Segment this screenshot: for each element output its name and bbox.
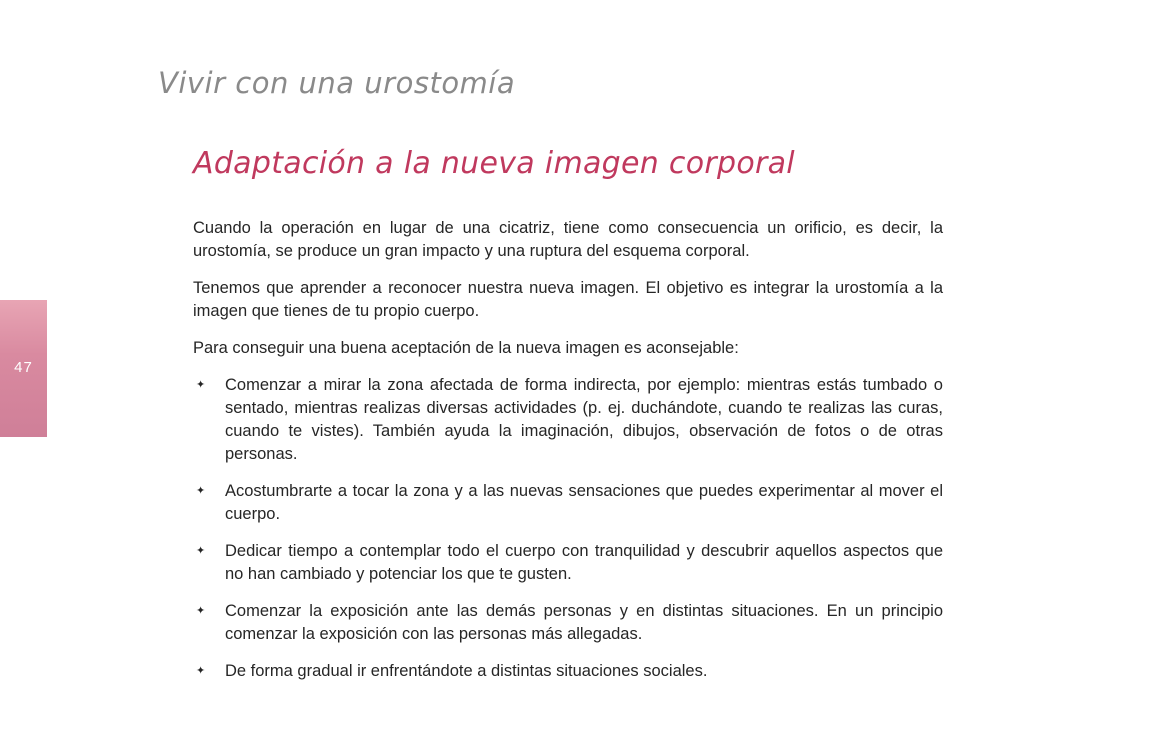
list-item xyxy=(193,540,943,586)
bullet-star-icon: ✦ xyxy=(196,485,206,497)
body-text xyxy=(193,217,943,697)
page-number: 47 xyxy=(14,359,33,376)
paragraph-2: Tenemos que aprender a reconocer nuestra nueva imagen. El objetivo es integrar la urostomía a la imagen que tienes de tu propio cuerpo. xyxy=(193,279,943,320)
bullet-star-icon: ✦ xyxy=(196,665,206,677)
recommendation-list xyxy=(193,374,943,683)
bullet-star-icon: ✦ xyxy=(196,379,206,391)
list-item-text: Acostumbrarte a tocar la zona y a las nuevas sensaciones que puedes experimentar al mover el cuerpo. xyxy=(225,482,943,523)
list-item-text: Comenzar la exposición ante las demás personas y en distintas situaciones. En un principio comenzar la exposición con las personas más allegadas. xyxy=(225,602,943,643)
paragraph-3: Para conseguir una buena aceptación de la nueva imagen es aconsejable: xyxy=(193,339,739,357)
list-item-text: Dedicar tiempo a contemplar todo el cuerpo con tranquilidad y descubrir aquellos aspectos que no han cambiado y potenciar los que te gusten. xyxy=(225,542,943,583)
list-item xyxy=(193,480,943,526)
list-item-text: Comenzar a mirar la zona afectada de forma indirecta, por ejemplo: mientras estás tumbado o sentado, mientras realizas diversas actividades (p. ej. duchándote, cuando te realizas las curas, cuando te vistes). También ayuda la imaginación, dibujos, observación de fotos o de otras personas. xyxy=(225,376,943,463)
list-item xyxy=(193,600,943,646)
bullet-star-icon: ✦ xyxy=(196,605,206,617)
list-item-text: De forma gradual ir enfrentándote a distintas situaciones sociales. xyxy=(225,662,708,680)
page-title: Adaptación a la nueva imagen corporal xyxy=(193,146,795,181)
list-item xyxy=(193,660,943,683)
bullet-star-icon: ✦ xyxy=(196,545,206,557)
running-header: Vivir con una urostomía xyxy=(158,66,516,100)
list-item xyxy=(193,374,943,466)
paragraph-1: Cuando la operación en lugar de una cicatriz, tiene como consecuencia un orificio, es decir, la urostomía, se produce un gran impacto y una ruptura del esquema corporal. xyxy=(193,219,943,260)
